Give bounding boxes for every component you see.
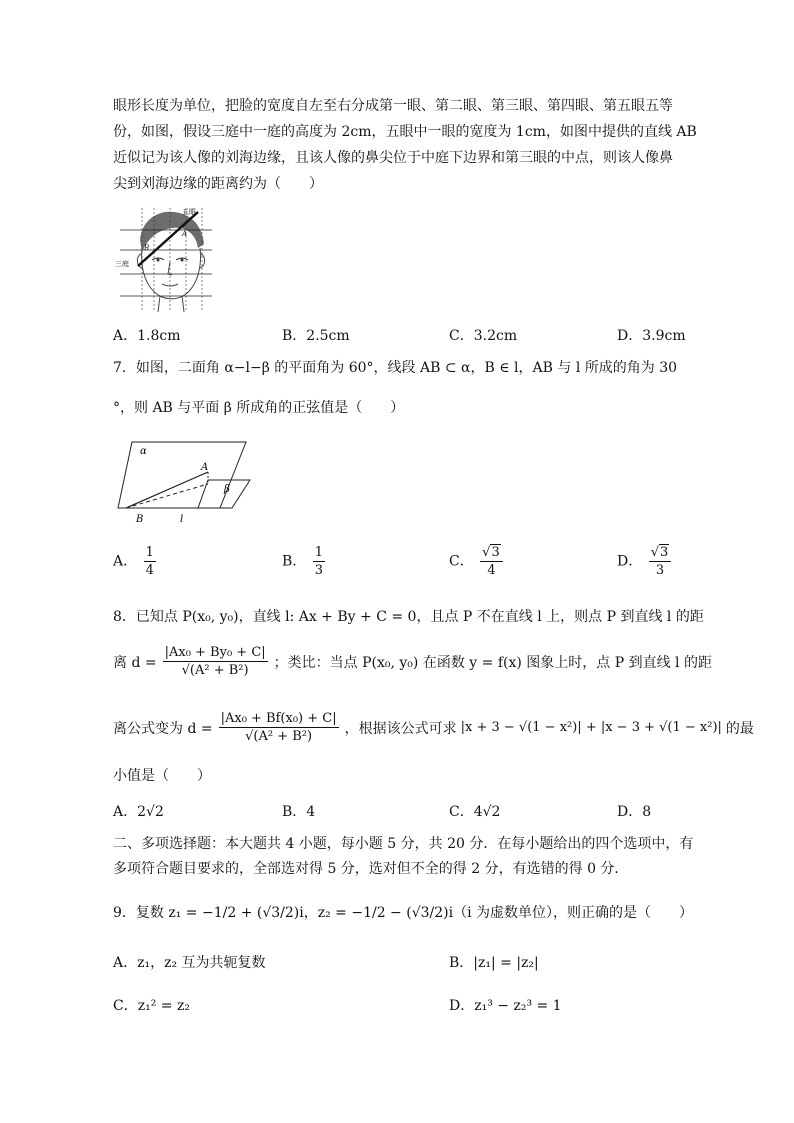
- q7-option-d-fraction: $\frac{√3}{3}$: [649, 546, 672, 577]
- q8-text-line-1: 8．已知点 P(x₀, y₀)，直线 l: Ax + By + C = 0，且点 P 不在直线 l 上，则点 P 到直线 l 的距: [113, 609, 704, 625]
- q7-figure-alpha: α: [140, 446, 147, 457]
- section-2-line-2: 多项符合题目要求的，全部选对得 5 分，选对但不全的得 2 分，有选错的得 0 分．: [113, 861, 629, 877]
- q6-figure-label-top: 五眼: [182, 208, 196, 216]
- q9-option-d: D．z₁³ − z₂³ = 1: [449, 998, 562, 1014]
- q6-option-c: C．3.2cm: [449, 328, 518, 344]
- q7-option-a-letter: A．: [113, 553, 138, 570]
- q6-text-line-1: 眼形长度为单位，把脸的宽度自左至右分成第一眼、第二眼、第三眼、第四眼、第五眼五等: [113, 98, 673, 114]
- q7-dihedral-figure: [112, 436, 254, 526]
- q8-formula-3: |x + 3 − √(1 − x²)| + |x − 3 + √(1 − x²)|: [460, 720, 722, 735]
- q7-figure-b: B: [136, 514, 144, 525]
- q8-option-a: A．2√2: [113, 804, 164, 820]
- q8-option-c: C．4√2: [449, 804, 501, 820]
- q7-option-b: [282, 546, 327, 577]
- q7-figure-a: A: [201, 462, 209, 473]
- q6-text-line-2: 份，如图，假设三庭中一庭的高度为 2cm，五眼中一眼的宽度为 1cm，如图中提供的直线 AB: [113, 124, 697, 140]
- q7-option-a-fraction: $\frac{1}{4}$: [145, 545, 154, 578]
- q7-figure-l: l: [180, 514, 184, 525]
- q7-option-b-letter: B．: [282, 553, 307, 570]
- q7-option-d-letter: D．: [617, 553, 643, 570]
- q9-text: 9．复数 z₁ = −1/2 + (√3/2)i，z₂ = −1/2 − (√3/2)i（i 为虚数单位），则正确的是（ ）: [113, 905, 694, 921]
- q8-option-b: B．4: [282, 804, 316, 820]
- q8-formula-2-den: √(A² + B²): [245, 729, 313, 744]
- q6-figure-label-left: 三庭: [115, 260, 129, 268]
- q8-line-2-prefix: 离 d =: [113, 654, 157, 671]
- q6-text-line-3: 近似记为该人像的刘海边缘，且该人像的鼻尖位于中庭下边界和第三眼的中点，则该人像鼻: [113, 150, 673, 166]
- q9-option-a: A．z₁，z₂ 互为共轭复数: [113, 955, 266, 971]
- q7-option-c: [449, 546, 505, 577]
- q8-line-3-mid: ，根据该公式可求: [344, 720, 457, 737]
- q7-text-line-1: 7．如图，二面角 α−l−β 的平面角为 60°，线段 AB ⊂ α，B ∈ l，AB 与 l 所成的角为 30: [113, 360, 678, 376]
- q8-option-d: D．8: [617, 804, 652, 820]
- q6-text-line-4: 尖到刘海边缘的距离约为（ ）: [113, 176, 323, 192]
- q7-option-c-letter: C．: [449, 553, 474, 570]
- q6-option-d: D．3.9cm: [617, 328, 686, 344]
- q7-option-c-fraction: $\frac{√3}{4}$: [480, 546, 503, 577]
- q6-figure-label-b: B: [144, 244, 150, 252]
- q7-option-a: [113, 546, 158, 577]
- q7-text-line-2: °，则 AB 与平面 β 所成角的正弦值是（ ）: [113, 400, 405, 416]
- q7-figure-beta: β: [224, 484, 230, 495]
- q6-option-a: A．1.8cm: [113, 328, 181, 344]
- q6-face-figure: [112, 204, 216, 312]
- q8-formula-2: [219, 712, 339, 743]
- q9-option-c: C．z₁² = z₂: [113, 998, 190, 1014]
- q6-option-b: B．2.5cm: [282, 328, 350, 344]
- q6-figure-label-a: A: [182, 230, 188, 238]
- q7-option-b-fraction: $\frac{1}{3}$: [314, 545, 324, 578]
- q8-line-2-suffix: ；类比：当点 P(x₀, y₀) 在函数 y = f(x) 图象上时，点 P 到直线 l 的距: [273, 654, 712, 671]
- q7-option-d: [617, 546, 673, 577]
- q8-line-3-prefix: 离公式变为 d =: [113, 720, 213, 737]
- q8-text-line-2: [113, 646, 712, 677]
- q8-formula-1-num: |Ax₀ + By₀ + C|: [164, 645, 266, 660]
- q8-formula-2-num: |Ax₀ + Bf(x₀) + C|: [220, 711, 337, 726]
- q8-formula-1: [163, 646, 268, 677]
- q8-text-line-3: [113, 712, 754, 743]
- section-2-line-1: 二、多项选择题：本大题共 4 小题，每小题 5 分，共 20 分．在每小题给出的四个选项中，有: [113, 836, 694, 852]
- q8-formula-1-den: √(A² + B²): [181, 663, 249, 678]
- q8-line-3-suffix: 的最: [725, 720, 754, 737]
- q9-option-b: B．|z₁| = |z₂|: [449, 955, 539, 971]
- q8-text-line-4: 小值是（ ）: [113, 768, 211, 784]
